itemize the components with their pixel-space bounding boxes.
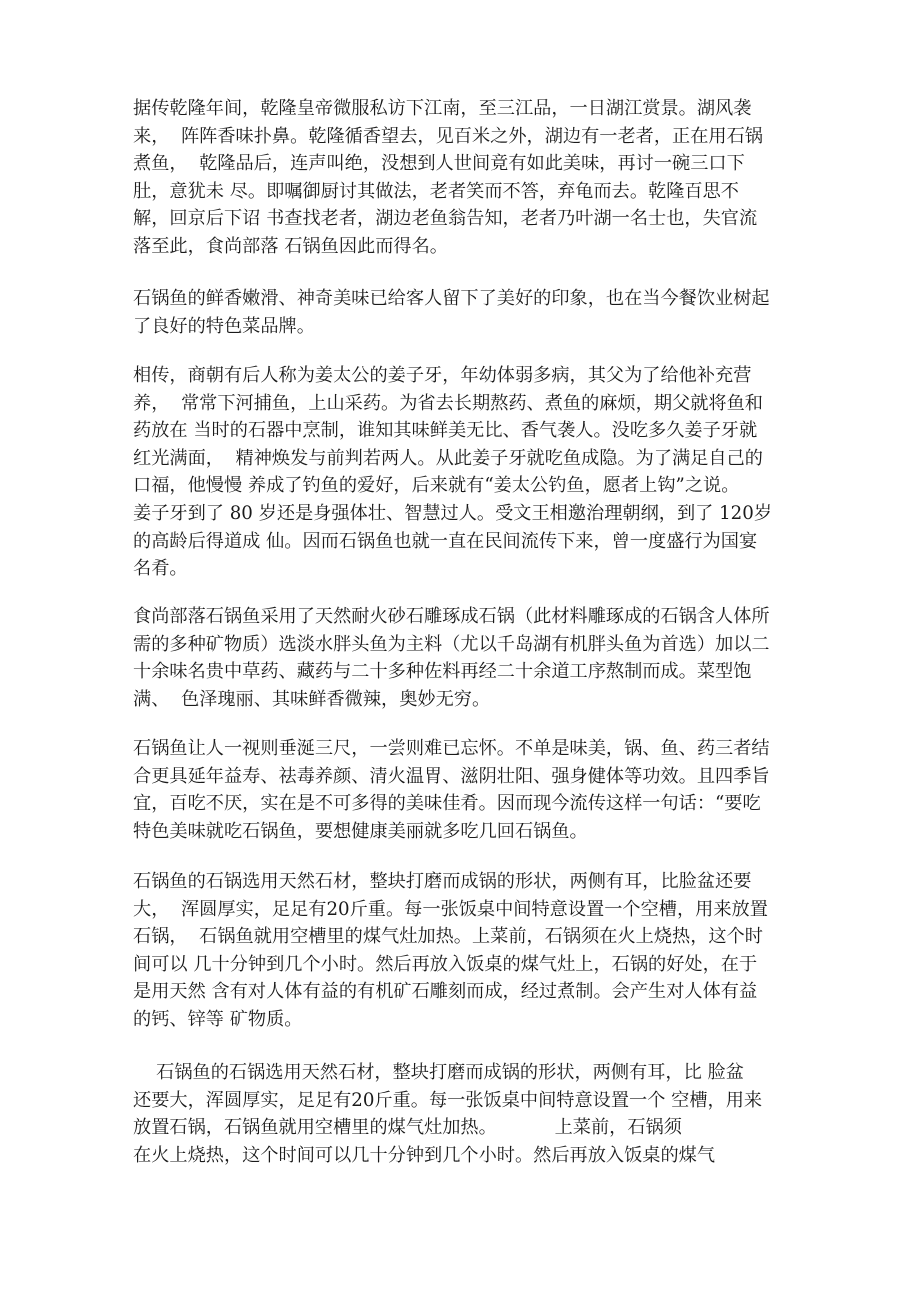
text-line: 红光满面， 精神焕发与前判若两人。从此姜子牙就吃鱼成隐。为了满足自己的 [133, 447, 763, 469]
text-line: 石锅鱼的石锅选用天然石材，整块打磨而成锅的形状，两侧有耳，比 脸盆 [133, 1062, 744, 1083]
text-line: 石锅鱼的鲜香嫩滑、神奇美味已给客人留下了美好的印象，也在当今餐饮业树起 [133, 288, 770, 309]
text-line: 满、 色泽瑰丽、其味鲜香微辣，奥妙无穷。 [133, 688, 491, 710]
text-line: 据传乾隆年间，乾隆皇帝微服私访下江南，至三江品，一日湖江赏景。湖风袭 [133, 98, 752, 119]
text-line: 的高龄后得道成 仙。因而石锅鱼也就一直在民间流传下来，曾一度盛行为国宴 [133, 530, 758, 552]
text-line: 姜子牙到了 80 岁还是身强体壮、智慧过人。受文王相邀治理朝纲，到了 120岁 [133, 502, 773, 524]
paragraph-stone-pot [133, 868, 768, 1034]
paragraph-benefits [133, 735, 770, 845]
paragraph-impression [133, 285, 770, 340]
text-line: 间可以 几十分钟到几个小时。然后再放入饭桌的煤气灶上，石锅的好处，在于 [133, 953, 758, 975]
text-line: 合更具延年益寿、祛毒养颜、清火温胃、滋阴壮阳、强身健体等功效。且四季旨 [133, 765, 770, 787]
text-line: 了良好的特色菜品牌。 [133, 315, 315, 337]
text-line: 石锅鱼的石锅选用天然石材，整块打磨而成锅的形状，两侧有耳，比脸盆还要 [133, 871, 752, 892]
text-line: 是用天然 含有对人体有益的有机矿石雕刻而成，经过煮制。会产生对人体有益 [133, 981, 758, 1003]
text-line: 养， 常常下河捕鱼，上山采药。为省去长期熬药、煮鱼的麻烦，期父就将鱼和 [133, 392, 763, 414]
text-line: 煮鱼， 乾隆品后，连声叫绝，没想到人世间竟有如此美味，再讨一碗三口下 [133, 153, 745, 175]
text-line: 还要大，浑圆厚实，足足有20斤重。每一张饭桌中间特意设置一个 空槽，用来 [133, 1089, 763, 1111]
text-line: 需的多种矿物质）选淡水胖头鱼为主料（尤以千岛湖有机胖头鱼为首选）加以二 [133, 633, 770, 655]
text-line: 口福，他慢慢 养成了钓鱼的爱好，后来就有“姜太公钓鱼，愿者上钩”之说。 [133, 475, 740, 497]
text-line: 肚，意犹未 尽。即嘱御厨讨其做法，老者笑而不答，弃龟而去。乾隆百思不 [133, 180, 739, 202]
paragraph-stone-pot-repeat [133, 1059, 762, 1169]
text-line: 落至此，食尚部落 石锅鱼因此而得名。 [133, 235, 448, 257]
text-line: 药放在 当时的石器中烹制，谁知其味鲜美无比、香气袭人。没吃多久姜子牙就 [133, 420, 758, 442]
text-line: 来， 阵阵香味扑鼻。乾隆循香望去，见百米之外，湖边有一老者，正在用石锅 [133, 125, 763, 147]
text-line: 解，回京后下诏 书查找老者，湖边老鱼翁告知，老者乃叶湖一名士也，失官流 [133, 208, 758, 230]
text-line: 石锅鱼让人一视则垂涎三尺，一尝则难已忘怀。不单是味美，锅、鱼、药三者结 [133, 738, 770, 759]
text-line: 食尚部落石锅鱼采用了天然耐火砂石雕琢成石锅（此材料雕琢成的石锅含人体所 [133, 606, 770, 627]
text-line: 十余味名贵中草药、藏药与二十多种佐料再经二十余道工序熬制而成。菜型饱 [133, 661, 752, 683]
paragraph-jiang-ziya [133, 362, 772, 583]
text-line: 特色美味就吃石锅鱼，要想健康美丽就多吃几回石锅鱼。 [133, 820, 588, 842]
text-line: 相传，商朝有后人称为姜太公的姜子牙，年幼体弱多病，其父为了给他补充营 [133, 365, 752, 386]
paragraph-ingredients [133, 603, 770, 713]
text-line: 宜，百吃不厌，实在是不可多得的美味佳肴。因而现今流传这样一句话：“要吃 [133, 793, 761, 815]
text-line: 名肴。 [133, 558, 188, 580]
text-line: 大， 浑圆厚实，足足有20斤重。每一张饭桌中间特意设置一个空槽，用来放置 [133, 898, 768, 920]
paragraph-qianlong-legend [133, 95, 763, 261]
text-line: 在火上烧热，这个时间可以几十分钟到几个小时。然后再放入饭桌的煤气 [133, 1144, 716, 1166]
text-line: 石锅， 石锅鱼就用空槽里的煤气灶加热。上菜前，石锅须在火上烧热，这个时 [133, 926, 763, 948]
text-line: 的钙、锌等 矿物质。 [133, 1008, 303, 1030]
text-line: 放置石锅，石锅鱼就用空槽里的煤气灶加热。 上菜前，石锅须 [133, 1117, 682, 1139]
